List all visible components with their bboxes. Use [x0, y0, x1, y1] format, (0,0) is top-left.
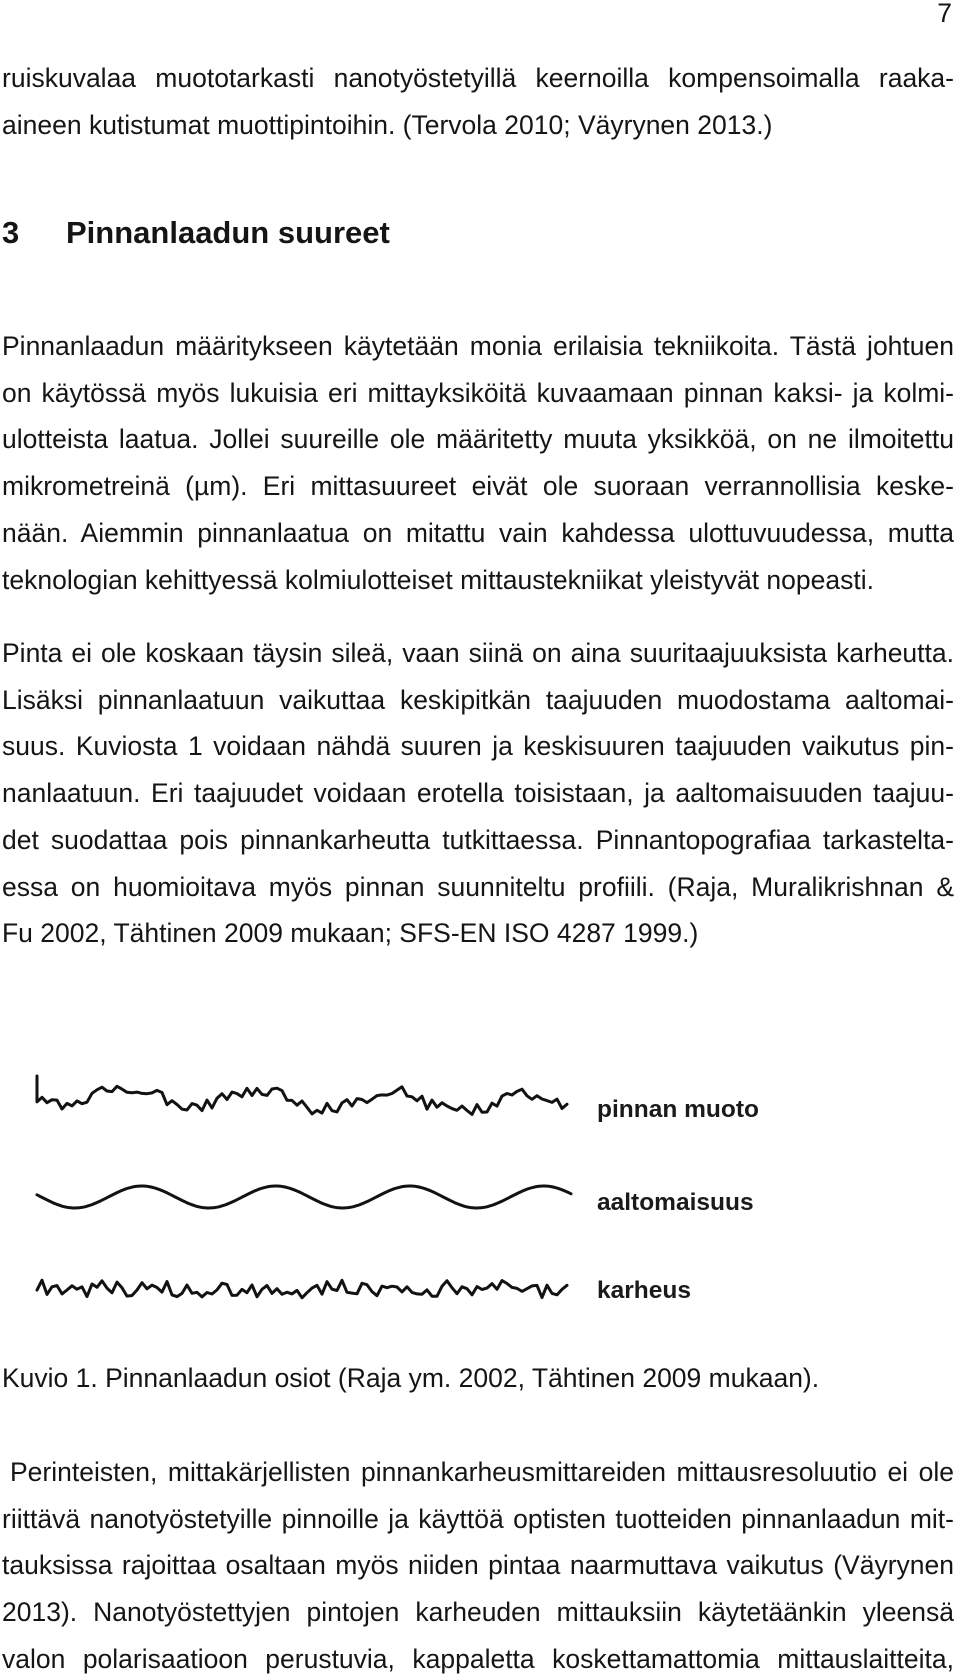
text-line: Fu 2002, Tähtinen 2009 mukaan; SFS-EN ISO 4287 1999.): [2, 918, 699, 948]
text-line: ruiskuvalaa muototarkasti nanotyöstetyillä keernoilla kompensoimalla raaka-: [2, 63, 954, 93]
waviness-profile-line: [37, 1186, 571, 1208]
text-line: aineen kutistumat muottipintoihin. (Tervola 2010; Väyrynen 2013.): [2, 110, 773, 140]
text-line: mikrometreinä (µm). Eri mittasuureet eivät ole suoraan verrannollisia keske-: [2, 471, 954, 501]
figure-profile-drawing: [0, 1060, 600, 1320]
text-line: Lisäksi pinnanlaatuun vaikuttaa keskipitkän taajuuden muodostama aaltomai-: [2, 685, 954, 715]
roughness-profile-line: [37, 1280, 567, 1298]
text-line: nään. Aiemmin pinnanlaatua on mitattu vain kahdessa ulottuvuudessa, mutta: [2, 518, 954, 548]
text-line: det suodattaa pois pinnankarheutta tutkittaessa. Pinnantopografiaa tarkastelta-: [2, 825, 954, 855]
section-number: 3: [2, 215, 20, 250]
text-line: nanlaatuun. Eri taajuudet voidaan erotella toisistaan, ja aaltomaisuuden taajuu-: [2, 778, 954, 808]
page-number: 7: [937, 0, 952, 28]
form-profile-line: [37, 1076, 567, 1114]
text-line: teknologian kehittyessä kolmiulotteiset mittaustekniikat yleistyvät nopeasti.: [2, 565, 874, 595]
text-line: on käytössä myös lukuisia eri mittayksiköitä kuvaamaan pinnan kaksi- ja kolmi-: [2, 378, 954, 408]
text-line: essa on huomioitava myös pinnan suunniteltu profiili. (Raja, Muralikrishnan &: [2, 872, 954, 902]
text-line: riittävä nanotyöstetyille pinnoille ja käyttöä optisten tuotteiden pinnanlaadun mit-: [2, 1504, 954, 1534]
figure-label-waviness: aaltomaisuus: [597, 1189, 754, 1216]
section-title: Pinnanlaadun suureet: [66, 215, 390, 250]
text-line: Pinnanlaadun määritykseen käytetään monia erilaisia tekniikoita. Tästä johtuen: [2, 331, 954, 361]
text-line: Pinta ei ole koskaan täysin sileä, vaan siinä on aina suuritaajuuksista karheutta.: [2, 638, 954, 668]
text-line: 2013). Nanotyöstettyjen pintojen karheuden mittauksiin käytetäänkin yleensä: [2, 1597, 954, 1627]
figure-label-roughness: karheus: [597, 1277, 691, 1304]
text-line: suus. Kuviosta 1 voidaan nähdä suuren ja keskisuuren taajuuden vaikutus pin-: [2, 731, 954, 761]
figure-caption: Kuvio 1. Pinnanlaadun osiot (Raja ym. 2002, Tähtinen 2009 mukaan).: [2, 1363, 820, 1393]
text-line: valon polarisaatioon perustuvia, kappaletta koskettamattomia mittauslaitteita,: [2, 1644, 954, 1674]
text-line: Perinteisten, mittakärjellisten pinnankarheusmittareiden mittausresoluutio ei ole: [10, 1457, 954, 1487]
text-line: ulotteista laatua. Jollei suureille ole määritetty muuta yksikköä, on ne ilmoitettu: [2, 424, 954, 454]
figure-label-form: pinnan muoto: [597, 1096, 759, 1123]
text-line: tauksissa rajoittaa osaltaan myös niiden pintaa naarmuttava vaikutus (Väyrynen: [2, 1550, 954, 1580]
